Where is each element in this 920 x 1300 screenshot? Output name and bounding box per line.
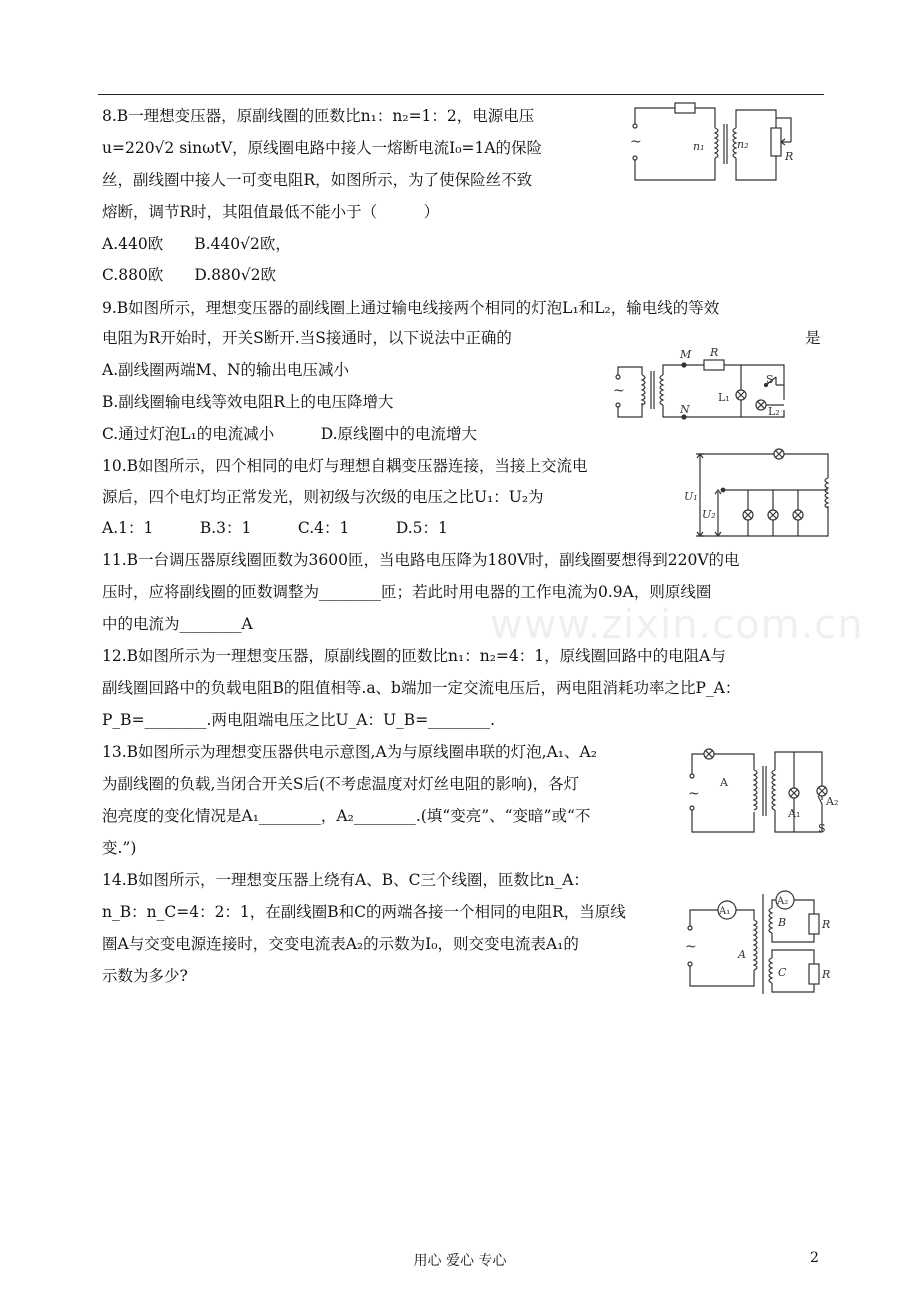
n-label: N (680, 403, 690, 416)
q14-line-3: 圈A与交变电源连接时，交变电流表A₂的示数为I₀，则交变电流表A₁的 (102, 935, 579, 953)
q8-line-2: u=220√2 sinωtV，原线圈电路中接人一熔断电流I₀=1A的保险 (102, 139, 543, 157)
q8-line-1: 8.B一理想变压器，原副线圈的匝数比n₁：n₂=1：2，电源电压 (102, 107, 535, 125)
a2-label: A₂ (826, 795, 839, 808)
r-label: R (785, 150, 794, 163)
q13-line-1: 13.B如图所示为理想变压器供电示意图,A为与原线圈串联的灯泡,A₁、A₂ (102, 743, 597, 761)
coil-a-label: A (738, 948, 746, 961)
q11-line-1: 11.B一台调压器原线圈匝数为3600匝，当电路电压降为180V时，副线圈要想得到220V的电 (102, 551, 740, 569)
page-number: 2 (810, 1250, 819, 1266)
n2-label: n₂ (737, 138, 749, 151)
q10-options: A.1：1 B.3：1 C.4：1 D.5：1 (102, 519, 448, 537)
m-label: M (680, 348, 692, 361)
q12-line-1: 12.B如图所示为一理想变压器，原副线圈的匝数比n₁：n₂=4：1，原线圈回路中的电阻A与 (102, 647, 726, 665)
q13-line-3: 泡亮度的变化情况是A₁________，A₂________.(填“变亮”、“变暗”或“不 (102, 807, 591, 825)
q9-option-a: A.副线圈两端M、N的输出电压减小 (102, 361, 350, 379)
page-footer: 用心 爱心 专心 (413, 1253, 507, 1269)
header-rule (98, 94, 824, 95)
q12-line-3: P_B=________.两电阻端电压之比U_A：U_B=________. (102, 711, 496, 729)
a1-label: A₁ (788, 807, 801, 820)
q14-line-1: 14.B如图所示，一理想变压器上绕有A、B、C三个线圈，匝数比n_A： (102, 871, 589, 889)
ac-source-symbol: ~ (630, 134, 642, 150)
ammeter-a2-label: A₂ (777, 896, 789, 907)
q11-line-3: 中的电流为________A (102, 615, 253, 633)
q13-line-2: 为副线圈的负载,当闭合开关S后(不考虑温度对灯丝电阻的影响)，各灯 (102, 775, 580, 793)
q13-line-4: 变.”) (102, 839, 137, 857)
ammeter-a1-label: A₁ (719, 906, 731, 917)
q14-line-2: n_B：n_C=4：2：1，在副线圈B和C的两端各接一个相同的电阻R，当原线 (102, 903, 626, 921)
ac-source-symbol: ~ (685, 939, 697, 955)
q8-transformer-diagram (620, 98, 805, 190)
coil-c-label: C (778, 966, 787, 979)
a-label: A (720, 776, 728, 789)
q9-line-2: 电阻为R开始时，开关S断开.当S接通时，以下说法中正确的 (102, 329, 512, 347)
q12-line-2: 副线圈回路中的负载电阻B的阻值相等.a、b端加一定交流电压后，两电阻消耗功率之比P_A： (102, 679, 741, 697)
q9-transformer-diagram (606, 345, 801, 427)
u1-label: U₁ (684, 490, 698, 503)
q8-line-3: 丝，副线圈中接人一可变电阻R，如图所示，为了使保险丝不致 (102, 171, 533, 189)
ac-source-symbol: ~ (613, 383, 625, 399)
q9-option-b: B.副线圈输电线等效电阻R上的电压降增大 (102, 393, 394, 411)
q9-options-cd: C.通过灯泡L₁的电流减小 D.原线圈中的电流增大 (102, 425, 478, 443)
s-label: S (818, 822, 826, 835)
q8-line-4: 熔断，调节R时，其阻值最低不能小于（ ） (102, 203, 440, 221)
q9-line-1: 9.B如图所示，理想变压器的副线圈上通过输电线接两个相同的灯泡L₁和L₂，输电线的等效 (102, 299, 720, 317)
q13-transformer-diagram (682, 742, 842, 842)
q8-options-ab: A.440欧 B.440√2欧， (102, 235, 291, 253)
q9-answer-word: 是 (805, 329, 821, 347)
n1-label: n₁ (693, 140, 705, 153)
s-label: S (766, 373, 774, 386)
resistor-r-label: R (822, 918, 831, 931)
q8-options-cd: C.880欧 D.880√2欧 (102, 266, 276, 284)
u2-label: U₂ (702, 508, 716, 521)
q10-autotransformer-diagram (678, 444, 833, 544)
q11-line-2: 压时，应将副线圈的匝数调整为________匝；若此时用电器的工作电流为0.9A，则原线圈 (102, 583, 712, 601)
watermark: www.zixin.com.cn (490, 602, 864, 648)
ac-source-symbol: ~ (688, 786, 700, 802)
q14-line-4: 示数为多少? (102, 967, 188, 985)
resistor-r-label: R (822, 968, 831, 981)
r-label: R (710, 346, 719, 359)
l2-label: L₂ (768, 405, 780, 418)
q10-line-2: 源后，四个电灯均正常发光，则初级与次级的电压之比U₁：U₂为 (102, 488, 544, 506)
q10-line-1: 10.B如图所示，四个相同的电灯与理想自耦变压器连接，当接上交流电 (102, 457, 588, 475)
l1-label: L₁ (718, 391, 730, 404)
coil-b-label: B (778, 916, 787, 929)
q14-transformer-diagram (682, 886, 832, 998)
